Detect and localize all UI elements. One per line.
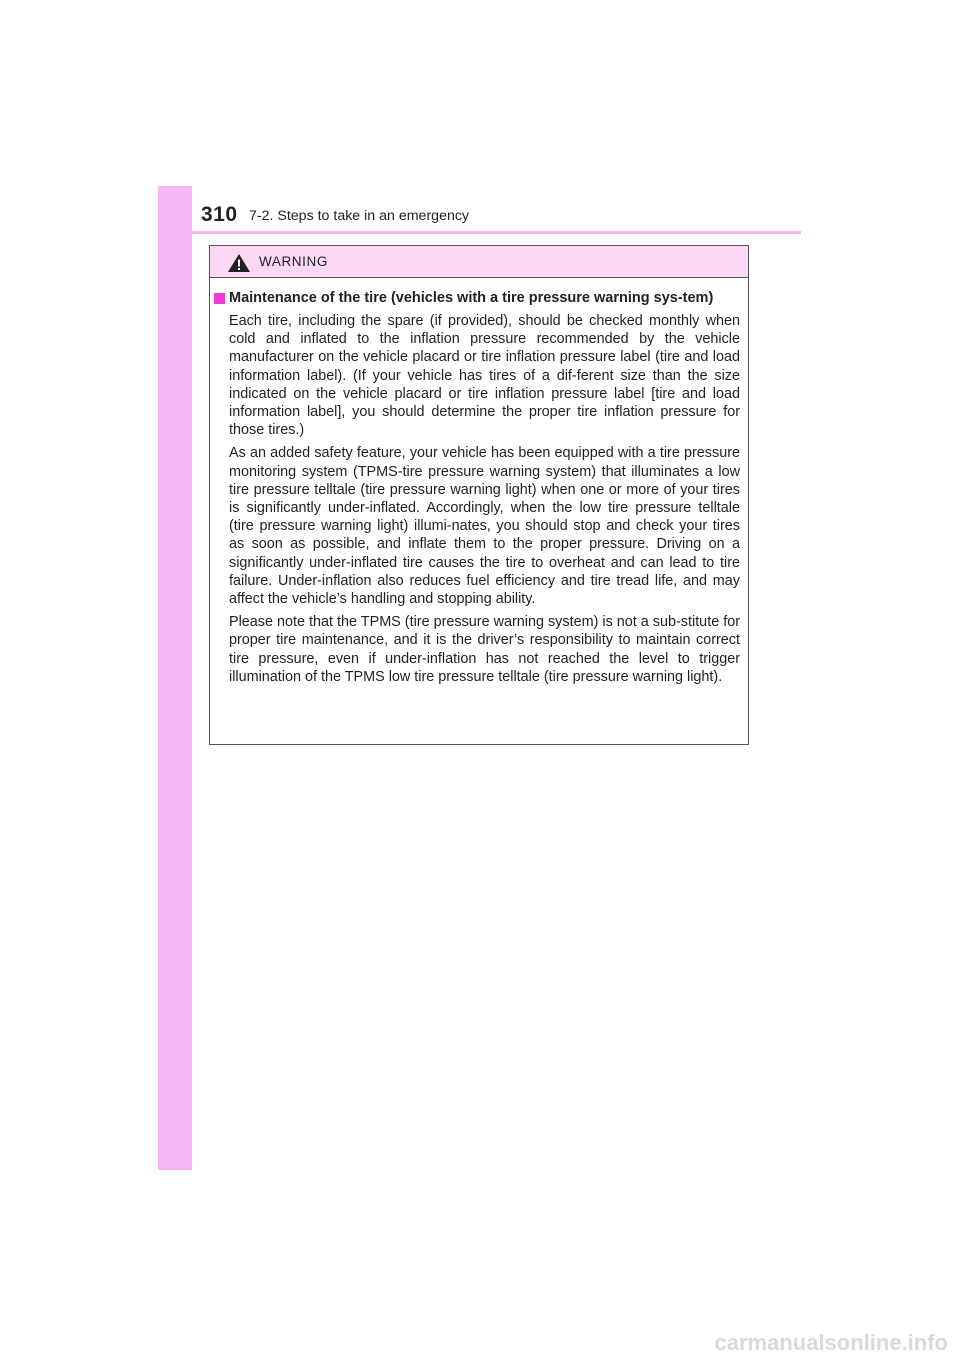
paragraph: Please note that the TPMS (tire pressure warning system) is not a sub-stitute for proper tire maintenance, and it is the driver’s responsibility to maintain correct tire pressure, even if under-inflation has not reached the level to trigger illumination of the TPMS low tire pressure telltale (tire pressure warning light). [229,614,740,685]
side-tab-band [158,186,192,1170]
page-number: 310 [201,203,238,226]
section-title: 7-2. Steps to take in an emergency [249,208,470,224]
warning-box [209,245,749,745]
watermark: carmanualsonline.info [714,1330,948,1355]
paragraph: As an added safety feature, your vehicle has been equipped with a tire pressure monitoring system (TPMS-tire pressure warning system) that illuminates a low tire pressure telltale (tire pressure warning light) when one or more of your tires is significantly under-inflated. Accordingly, when the low tire pressure telltale (tire pressure warning light) illumi-nates, you should stop and check your tires as soon as possible, and inflate them to the proper pressure. Driving on a significantly under-inflated tire causes the tire to overheat and can lead to tire failure. Under-inflation also reduces fuel efficiency and tire tread life, and may affect the vehicle’s handling and stopping ability. [229,445,740,608]
header-rule [158,231,801,234]
item-heading-text: Maintenance of the tire (vehicles with a tire pressure warning sys-tem) [229,290,714,306]
item-heading [214,289,740,308]
paragraph: Each tire, including the spare (if provided), should be checked monthly when cold and inflated to the inflation pressure recommended by the vehicle manufacturer on the vehicle placard or tire inflation pressure label (tire and load information label). (If your vehicle has tires of a dif-ferent size than the size indicated on the vehicle placard or tire inflation pressure label [tire and load information label], you should determine the proper tire inflation pressure for those tires.) [229,313,740,439]
warning-content [214,289,740,686]
warning-title: WARNING [259,254,328,269]
square-bullet-icon [214,293,225,304]
warning-header [210,246,748,278]
warning-triangle-icon [227,253,251,273]
